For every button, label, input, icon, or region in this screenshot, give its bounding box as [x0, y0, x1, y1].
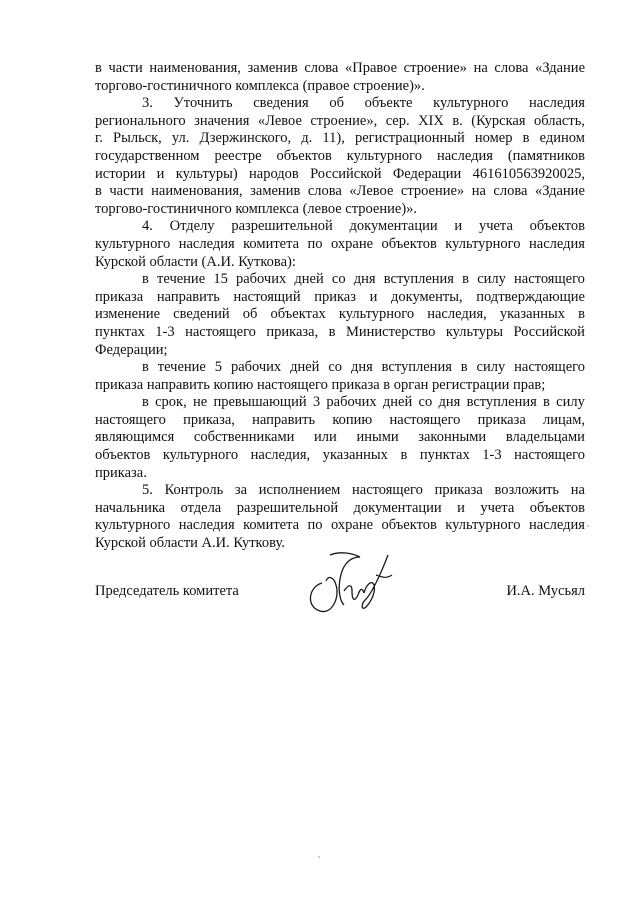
word: наследия [436, 147, 493, 164]
word: сведений [173, 306, 230, 323]
word: Российской [310, 165, 382, 182]
word: слова [493, 183, 528, 200]
word: «Левое [257, 112, 302, 129]
word: по [307, 235, 323, 252]
word: 1-3 [155, 323, 175, 340]
word: дня [438, 394, 461, 411]
word: комитета [243, 235, 300, 252]
word: на [471, 183, 486, 200]
word: область, [533, 112, 585, 129]
word: силу [476, 359, 506, 376]
word: д. [301, 130, 313, 147]
word: настоящего [389, 411, 461, 428]
word: учета [480, 499, 515, 516]
word: культурного [338, 306, 415, 323]
word: объектов [381, 517, 437, 534]
word: в. [452, 112, 463, 129]
text-line [95, 254, 585, 272]
word: приказа [434, 482, 483, 499]
word: дней [382, 394, 413, 411]
word: пунктах [419, 447, 470, 464]
word: срок, [155, 394, 187, 411]
word: направить [156, 288, 220, 305]
word: разрешительной [231, 218, 333, 235]
word: Отделу [169, 218, 215, 235]
word: реестре [214, 147, 262, 164]
word: «Левое [349, 183, 394, 200]
word: настоящего [185, 323, 256, 340]
word: об [329, 95, 344, 112]
word: в [543, 394, 550, 411]
word: учета [478, 218, 513, 235]
word: объектов [529, 499, 585, 516]
word: «Здание [534, 183, 585, 200]
text-line [95, 271, 585, 289]
text-line [95, 148, 585, 166]
word: объектов [276, 147, 332, 164]
word: культуры [445, 323, 503, 340]
word: культурного [95, 517, 171, 534]
word: разрешительной [236, 499, 339, 516]
text-line [95, 324, 585, 342]
word: пунктах [95, 323, 145, 340]
word: «Правое [344, 60, 398, 76]
line-text: Курской области А.И. Куткову. [95, 535, 285, 552]
word: в [95, 60, 102, 76]
word: 5. [142, 482, 153, 499]
text-line [95, 183, 585, 201]
word: настоящий [233, 288, 301, 305]
text-line [95, 342, 585, 360]
word: приказа [95, 288, 144, 305]
word: слова [304, 60, 339, 76]
word: наследия [529, 95, 585, 112]
word: законными [418, 429, 487, 446]
word: приказа, [266, 323, 319, 340]
word: лицам, [543, 411, 585, 428]
word: об [242, 306, 258, 323]
text-line [95, 500, 585, 518]
line-text: торгово-гостиничного комплекса (правое строение)». [95, 77, 425, 94]
word: указанных [499, 306, 566, 323]
word: объектах [270, 306, 326, 323]
word: сведения [253, 95, 309, 112]
word: строение», [310, 112, 378, 129]
word: значения [194, 112, 250, 129]
text-line [95, 394, 585, 412]
word: 3 [312, 394, 321, 411]
word: едином [539, 130, 585, 147]
word: культурного [95, 235, 171, 252]
word: на [473, 60, 488, 76]
word: в [578, 306, 585, 323]
word: отдела [180, 499, 222, 516]
word: Контроль [164, 482, 224, 499]
word: в [142, 271, 149, 288]
word: настоящего [514, 271, 585, 288]
word: настоящего [95, 411, 166, 428]
word: 461610563920025, [472, 165, 585, 182]
word: истории [95, 165, 146, 182]
word: объекте [364, 95, 413, 112]
word: рабочих [326, 394, 377, 411]
text-line [95, 359, 585, 377]
word: приказ [314, 288, 356, 305]
word: в [522, 130, 530, 147]
word: указанных [322, 447, 388, 464]
word: приказа, [183, 411, 235, 428]
word: силу [556, 394, 585, 411]
word: культурного [445, 235, 521, 252]
word: охране [331, 235, 374, 252]
text-line [95, 517, 585, 535]
text-line [95, 78, 585, 96]
word: XIX [418, 112, 444, 129]
word: наследия, [427, 306, 487, 323]
text-line [95, 130, 585, 148]
word: культурного [346, 147, 423, 164]
word: в [142, 394, 149, 411]
word: настоящего [514, 447, 585, 464]
word: Российской [513, 323, 585, 340]
word: слова [307, 183, 342, 200]
word: или [314, 429, 337, 446]
word: приказа [477, 411, 526, 428]
word: охране [331, 517, 374, 534]
word: Министерство [345, 323, 436, 340]
text-line [95, 60, 585, 78]
word: настоящего [514, 359, 585, 376]
word: 4. [142, 218, 153, 235]
word: и [369, 288, 378, 305]
word: 11), [322, 130, 345, 147]
text-line [95, 201, 585, 219]
word: (памятников [507, 147, 585, 164]
word: течение [157, 271, 206, 288]
text-line [95, 166, 585, 184]
word: наименования, [149, 60, 241, 76]
word: культурного [162, 447, 239, 464]
word: собственниками [193, 429, 295, 446]
word: культуры) [175, 165, 238, 182]
word: в [400, 447, 408, 464]
word: заменив [247, 60, 298, 76]
word: наследия, [250, 447, 311, 464]
word: вступления [466, 394, 537, 411]
line-text: Федерации; [95, 341, 168, 358]
word: объектов [381, 235, 437, 252]
word: регионального [95, 112, 186, 129]
word: Дзержинского, [199, 130, 292, 147]
word: культурного [445, 517, 521, 534]
scan-speck [587, 525, 589, 527]
word: копию [332, 411, 373, 428]
word: объектов [529, 218, 585, 235]
word: наследия [178, 517, 235, 534]
word: части [109, 183, 144, 200]
word: исполнением [258, 482, 341, 499]
word: изменение [95, 306, 161, 323]
word: Федерации [392, 165, 462, 182]
word: регистрационный [354, 130, 465, 147]
word: заменив [250, 183, 301, 200]
word: культурного [433, 95, 509, 112]
word: части [108, 60, 143, 76]
word: направить [252, 411, 316, 428]
word: по [307, 517, 323, 534]
word: 15 [213, 271, 228, 288]
word: в [142, 359, 149, 376]
text-line [95, 236, 585, 254]
word: начальника [95, 499, 166, 516]
word: вступления [383, 271, 454, 288]
word: в [95, 183, 102, 200]
text-line [95, 482, 585, 500]
word: ул. [171, 130, 190, 147]
signatory-name: И.А. Мусьял [506, 583, 585, 599]
text-line [95, 113, 585, 131]
word: (Курская [471, 112, 526, 129]
word: вступления [381, 359, 452, 376]
word: со [328, 359, 343, 376]
word: 5 [214, 359, 223, 376]
word: на [570, 482, 585, 499]
word: в [462, 271, 470, 288]
line-text: торгово-гостиничного комплекса (левое строение)». [95, 200, 418, 217]
word: Уточнить [173, 95, 233, 112]
word: и [156, 165, 165, 182]
text-line [95, 465, 585, 483]
word: возложить [494, 482, 560, 499]
word: 3. [142, 95, 153, 112]
word: за [234, 482, 248, 499]
text-line [95, 377, 585, 395]
word: 1-3 [482, 447, 502, 464]
text-line [95, 218, 585, 236]
word: в [460, 359, 468, 376]
word: подтверждающие [476, 288, 585, 305]
word: не [193, 394, 208, 411]
word: документации [349, 218, 438, 235]
word: наследия [529, 517, 585, 534]
scan-speck [318, 856, 320, 858]
word: и [457, 499, 465, 516]
word: превышающий [213, 394, 307, 411]
word: настоящего [352, 482, 423, 499]
word: со [418, 394, 433, 411]
word: со [331, 271, 346, 288]
word: г. [95, 130, 103, 147]
word: наследия [529, 235, 585, 252]
word: наследия [178, 235, 235, 252]
word: рабочих [235, 271, 287, 288]
document-body [95, 60, 585, 553]
word: государственном [95, 147, 200, 164]
word: строение» [400, 183, 465, 200]
word: наименования, [151, 183, 243, 200]
text-line [95, 306, 585, 324]
word: силу [477, 271, 506, 288]
word: дней [294, 271, 324, 288]
text-line [95, 412, 585, 430]
word: иными [356, 429, 399, 446]
line-text: Курской области (А.И. Куткова): [95, 253, 296, 270]
word: Рыльск, [113, 130, 162, 147]
signatory-title: Председатель комитета [95, 583, 239, 599]
word: в [328, 323, 336, 340]
word: являющимся [95, 429, 175, 446]
word: слова [494, 60, 529, 76]
word: владельцами [505, 429, 585, 446]
word: комитета [243, 517, 300, 534]
word: «Здание [535, 60, 585, 76]
word: дня [353, 271, 376, 288]
text-line [95, 289, 585, 307]
text-line [95, 95, 585, 113]
word: объектов [95, 447, 151, 464]
text-line [95, 447, 585, 465]
word: народов [249, 165, 299, 182]
word: номер [474, 130, 513, 147]
text-line [95, 429, 585, 447]
word: дня [350, 359, 373, 376]
word: рабочих [230, 359, 282, 376]
word: и [454, 218, 463, 235]
word: строение» [403, 60, 467, 76]
word: течение [157, 359, 206, 376]
word: дней [290, 359, 320, 376]
line-text: приказа направить копию настоящего приказа в орган регистрации прав; [95, 376, 546, 393]
word: сер. [385, 112, 410, 129]
handwritten-signature [300, 545, 400, 625]
word: документации [353, 499, 442, 516]
word: документы, [390, 288, 463, 305]
line-text: приказа. [95, 464, 147, 481]
